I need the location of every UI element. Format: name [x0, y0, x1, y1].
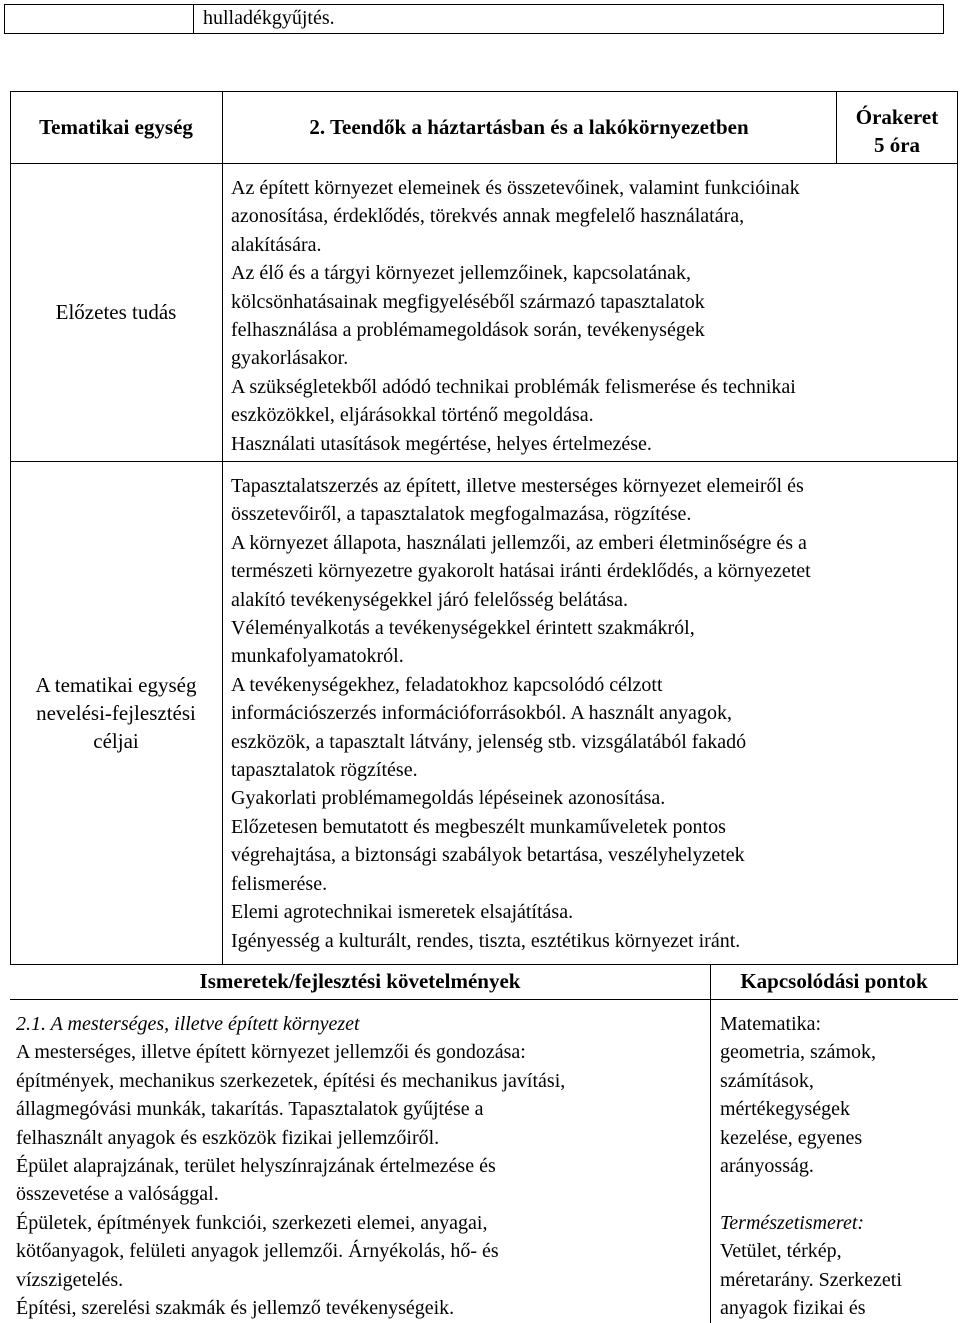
math-line: mértékegységek [720, 1098, 850, 1121]
prior-knowledge-line: Használati utasítások megértése, helyes értelmezése. [231, 432, 652, 455]
prior-knowledge-line: Az élő és a tárgyi környezet jellemzőinek, kapcsolatának, [231, 262, 691, 285]
hours-frame [836, 103, 958, 159]
prior-knowledge-line: eszközökkel, eljárásokkal történő megoldása. [231, 404, 594, 427]
prior-knowledge-line: alakítására. [231, 233, 322, 256]
math-line: arányosság. [720, 1155, 814, 1178]
math-line: kezelése, egyenes [720, 1126, 863, 1149]
requirements-line: Építési, szerelési szakmák és jellemző tevékenységeik. [16, 1297, 455, 1320]
math-line: számítások, [720, 1069, 814, 1092]
goals-line: munkafolyamatokról. [231, 645, 404, 668]
requirements-line: építmények, mechanikus szerkezetek, építési és mechanikus javítási, [16, 1069, 566, 1092]
goals-line: végrehajtása, a biztonsági szabályok betartása, veszélyhelyzetek [231, 844, 745, 867]
goals-line: természeti környezetre gyakorolt hatásai iránti érdeklődés, a környezetet [231, 560, 811, 583]
goals-label: A tematikai egység nevelési-fejlesztési céljai [35, 673, 197, 753]
goals-line: Előzetesen bemutatott és megbeszélt munkaműveletek pontos [231, 815, 726, 838]
goals-text [231, 472, 953, 955]
prior-knowledge-label: Előzetes tudás [55, 299, 177, 324]
requirements-line: kötőanyagok, felületi anyagok jellemzői. Árnyékolás, hő- és [16, 1240, 499, 1263]
prior-knowledge-line: gyakorlásakor. [231, 347, 349, 370]
requirements-line: Épület alaprajzának, terület helyszínrajzának értelmezése és [16, 1155, 496, 1178]
goals-line: információszerzés információforrásokból. A használt anyagok, [231, 702, 732, 725]
requirements-line: állagmegóvási munkák, takarítás. Tapasztalatok gyűjtése a [16, 1098, 484, 1121]
connections-header: Kapcsolódási pontok [740, 969, 928, 994]
requirements-line: vízszigetelés. [16, 1268, 124, 1291]
requirements-line: Épületek, építmények funkciói, szerkezeti elemei, anyagai, [16, 1211, 488, 1234]
science-line: Vetület, térkép, [720, 1240, 842, 1263]
prior-knowledge-line: felhasználása a problémamegoldások során, tevékenységek [231, 319, 705, 342]
requirements-header: Ismeretek/fejlesztési követelmények [199, 969, 521, 994]
science-line: méretarány. Szerkezeti [720, 1268, 902, 1291]
thematic-unit-label: Tematikai egység [39, 114, 193, 139]
goals-line: A környezet állapota, használati jellemzői, az emberi életminőségre és a [231, 531, 807, 554]
goals-line: Igényesség a kulturált, rendes, tiszta, esztétikus környezet iránt. [231, 929, 741, 952]
prior-knowledge-line: kölcsönhatásainak megfigyeléséből származó tapasztalatok [231, 290, 705, 313]
requirements-line: A mesterséges, illetve épített környezet jellemzői és gondozása: [16, 1041, 526, 1064]
goals-line: felismerése. [231, 872, 328, 895]
requirements-line: felhasznált anyagok és eszközök fizikai jellemzőiről. [16, 1126, 440, 1149]
science-line: anyagok fizikai és [720, 1297, 866, 1320]
connections-text [720, 1010, 956, 1322]
prior-knowledge-line: Az épített környezet elemeinek és összetevőinek, valamint funkcióinak [231, 177, 800, 199]
hours-value: 5 óra [873, 133, 921, 157]
goals-line: Elemi agrotechnikai ismeretek elsajátítása. [231, 901, 574, 924]
math-line: geometria, számok, [720, 1041, 877, 1064]
thematic-unit-title: 2. Teendők a háztartásban és a lakókörnyezetben [309, 114, 749, 139]
goals-line: tapasztalatok rögzítése. [231, 759, 418, 782]
hours-label: Órakeret [855, 105, 939, 129]
prior-knowledge-text [231, 174, 953, 458]
science-label: Természetismeret: [720, 1211, 865, 1234]
goals-line: alakító tevékenységekkel járó felelősség belátása. [231, 588, 629, 611]
requirements-text [16, 1010, 706, 1322]
goals-line: Tapasztalatszerzés az épített, illetve mesterséges környezet elemeiről és [231, 475, 804, 497]
goals-line: A tevékenységekhez, feladatokhoz kapcsolódó célzott [231, 673, 663, 696]
prior-knowledge-line: A szükségletekből adódó technikai problémák felismerése és technikai [231, 375, 796, 398]
goals-line: összetevőiről, a tapasztalatok megfogalmazása, rögzítése. [231, 503, 692, 526]
goals-line: Véleményalkotás a tevékenységekkel érintett szakmákról, [231, 617, 695, 640]
section-title: 2.1. A mesterséges, illetve épített környezet [16, 1013, 360, 1035]
top-fragment-text: hulladékgyűjtés. [203, 7, 335, 29]
goals-line: Gyakorlati problémamegoldás lépéseinek azonosítása. [231, 787, 666, 810]
requirements-line: összevetése a valósággal. [16, 1183, 219, 1206]
prior-knowledge-line: azonosítása, érdeklődés, törekvés annak megfelelő használatára, [231, 205, 745, 228]
goals-line: eszközök, a tapasztalt látvány, jelenség stb. vizsgálatából fakadó [231, 730, 747, 753]
math-label: Matematika: [720, 1013, 822, 1035]
